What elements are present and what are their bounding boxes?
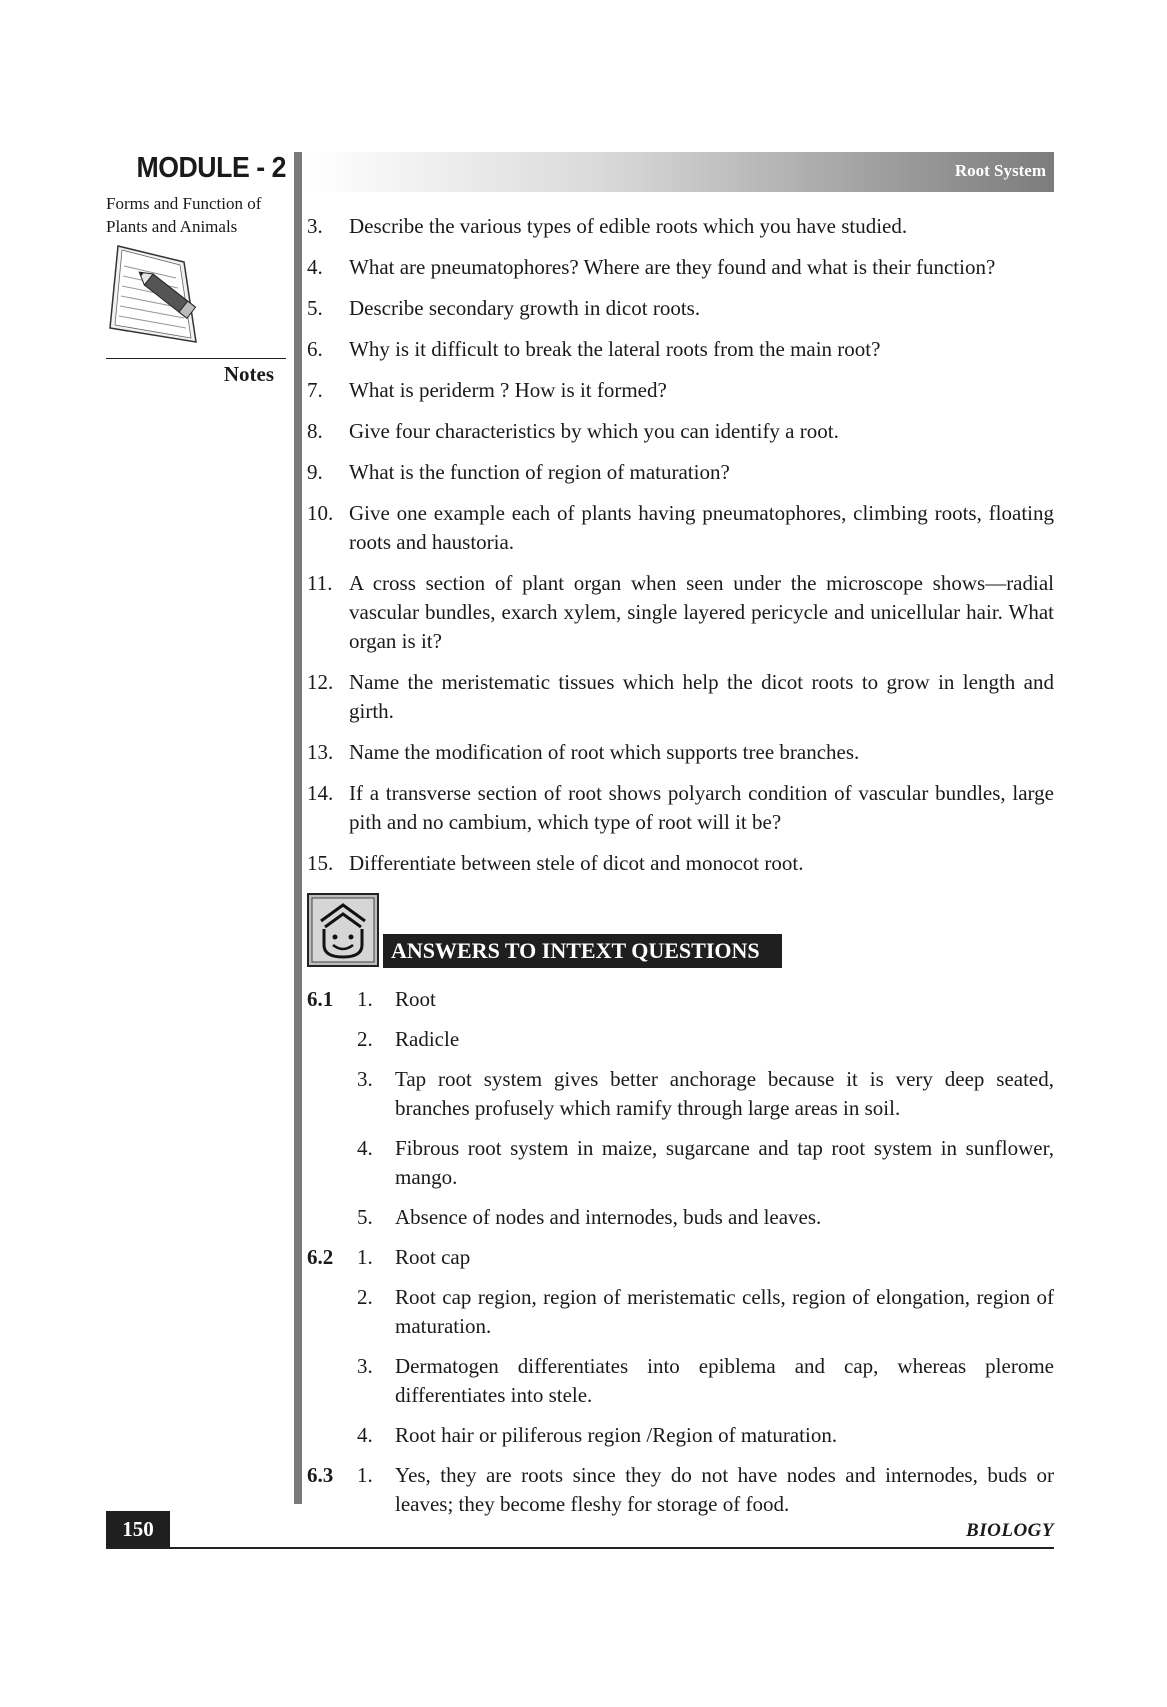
- answer-text: Root: [395, 987, 436, 1011]
- question-text: Give one example each of plants having pneumatophores, climbing roots, floating roots and haustoria.: [349, 501, 1054, 554]
- question-number: 8.: [307, 419, 323, 443]
- answer-group-label: 6.2: [307, 1245, 334, 1269]
- answer-text: Dermatogen differentiates into epiblema and cap, whereas plerome differentiates into stele.: [395, 1354, 1054, 1407]
- question-text: A cross section of plant organ when seen under the microscope shows—radial vascular bundles, exarch xylem, single layered pericycle and unicellular hair. What organ is it?: [349, 571, 1054, 653]
- question-item: [307, 253, 1054, 282]
- question-item: [307, 335, 1054, 364]
- answer-group: [307, 1243, 1054, 1450]
- question-text: If a transverse section of root shows polyarch condition of vascular bundles, large pith and no cambium, which type of root will it be?: [349, 781, 1054, 834]
- question-text: Why is it difficult to break the lateral roots from the main root?: [349, 337, 881, 361]
- module-title: MODULE - 2: [136, 152, 286, 184]
- answer-group-label: 6.1: [307, 987, 334, 1011]
- question-item: [307, 569, 1054, 656]
- question-item: [307, 458, 1054, 487]
- answer-text: Tap root system gives better anchorage because it is very deep seated, branches profusely which ramify through large areas in soil.: [395, 1067, 1054, 1120]
- answer-group-label: 6.3: [307, 1463, 334, 1487]
- question-text: Name the meristematic tissues which help the dicot roots to grow in length and girth.: [349, 670, 1054, 723]
- chapter-title: Root System: [954, 161, 1046, 180]
- question-item: [307, 849, 1054, 878]
- sidebar: [106, 152, 286, 386]
- answer-group: [307, 1461, 1054, 1519]
- question-number: 14.: [307, 781, 334, 805]
- question-text: Describe secondary growth in dicot roots.: [349, 296, 701, 320]
- answer-number: 5.: [357, 1205, 373, 1229]
- question-list: [307, 212, 1054, 890]
- answer-number: 4.: [357, 1136, 373, 1160]
- module-subtitle: [106, 192, 286, 238]
- question-text: Name the modification of root which supports tree branches.: [349, 740, 860, 764]
- question-number: 10.: [307, 501, 334, 525]
- answer-number: 3.: [357, 1354, 373, 1378]
- answer-item: [307, 1134, 1054, 1192]
- question-text: Describe the various types of edible roots which you have studied.: [349, 214, 908, 238]
- answer-list: [307, 985, 1054, 1530]
- question-number: 11.: [307, 571, 333, 595]
- answer-item: [307, 1243, 1054, 1272]
- footer-subject: BIOLOGY: [966, 1520, 1054, 1541]
- question-item: [307, 668, 1054, 726]
- question-number: 9.: [307, 460, 323, 484]
- question-text: Differentiate between stele of dicot and monocot root.: [349, 851, 804, 875]
- answers-heading-block: [307, 893, 807, 969]
- module-subtitle-line1: Forms and Function of: [106, 194, 262, 213]
- question-item: [307, 417, 1054, 446]
- question-text: What is the function of region of maturation?: [349, 460, 730, 484]
- module-subtitle-line2: Plants and Animals: [106, 217, 238, 236]
- answer-text: Absence of nodes and internodes, buds and leaves.: [395, 1205, 822, 1229]
- answer-number: 3.: [357, 1067, 373, 1091]
- answer-item: [307, 1461, 1054, 1519]
- answer-item: [307, 985, 1054, 1014]
- answer-item: [307, 1025, 1054, 1054]
- answer-item: [307, 1065, 1054, 1123]
- smiling-face-icon: [307, 893, 379, 967]
- question-number: 12.: [307, 670, 334, 694]
- question-number: 6.: [307, 337, 323, 361]
- answer-text: Yes, they are roots since they do not have nodes and internodes, buds or leaves; they become fleshy for storage of food.: [395, 1463, 1054, 1516]
- notepad-pencil-icon: [106, 242, 216, 347]
- notes-label: Notes: [223, 362, 274, 386]
- answer-number: 1.: [357, 1245, 373, 1269]
- question-item: [307, 294, 1054, 323]
- question-text: What is periderm ? How is it formed?: [349, 378, 667, 402]
- answer-text: Root cap region, region of meristematic cells, region of elongation, region of maturation.: [395, 1285, 1054, 1338]
- question-number: 4.: [307, 255, 323, 279]
- question-number: 15.: [307, 851, 334, 875]
- question-number: 7.: [307, 378, 323, 402]
- answer-number: 1.: [357, 1463, 373, 1487]
- answer-item: [307, 1203, 1054, 1232]
- question-text: Give four characteristics by which you can identify a root.: [349, 419, 839, 443]
- answer-number: 4.: [357, 1423, 373, 1447]
- margin-bar: [294, 152, 302, 1504]
- footer-rule: [106, 1547, 1054, 1549]
- answer-item: [307, 1283, 1054, 1341]
- question-text: What are pneumatophores? Where are they found and what is their function?: [349, 255, 996, 279]
- answer-number: 2.: [357, 1027, 373, 1051]
- question-number: 5.: [307, 296, 323, 320]
- page-number: 150: [106, 1511, 170, 1548]
- answers-heading: ANSWERS TO INTEXT QUESTIONS: [383, 934, 782, 968]
- question-item: [307, 376, 1054, 405]
- question-item: [307, 212, 1054, 241]
- answer-text: Radicle: [395, 1027, 460, 1051]
- answer-number: 2.: [357, 1285, 373, 1309]
- answer-text: Root hair or piliferous region /Region of maturation.: [395, 1423, 838, 1447]
- notes-divider: [106, 358, 286, 359]
- answer-item: [307, 1421, 1054, 1450]
- question-number: 3.: [307, 214, 323, 238]
- header-band: [306, 152, 1054, 192]
- answer-number: 1.: [357, 987, 373, 1011]
- answer-group: [307, 985, 1054, 1232]
- answer-text: Root cap: [395, 1245, 471, 1269]
- answer-item: [307, 1352, 1054, 1410]
- question-number: 13.: [307, 740, 334, 764]
- question-item: [307, 779, 1054, 837]
- question-item: [307, 499, 1054, 557]
- question-item: [307, 738, 1054, 767]
- answer-text: Fibrous root system in maize, sugarcane and tap root system in sunflower, mango.: [395, 1136, 1054, 1189]
